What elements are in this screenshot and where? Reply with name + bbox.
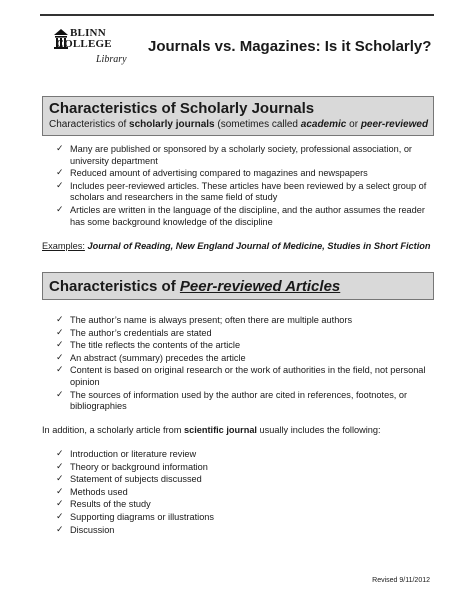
list-item	[56, 328, 436, 340]
checkmark-icon: ✓	[56, 389, 64, 400]
scientific-journal-paragraph	[42, 425, 381, 435]
list-item-text: Content is based on original research or the work of authorities in the field, not personal opinion	[70, 365, 426, 387]
subtitle-text: (sometimes called	[214, 119, 301, 130]
article-components-list	[56, 449, 436, 537]
list-item	[56, 205, 436, 228]
checkmark-icon: ✓	[56, 524, 64, 535]
scholarly-journals-heading-box	[42, 96, 434, 136]
examples-label: Examples:	[42, 241, 85, 251]
list-item-text: Results of the study	[70, 499, 151, 510]
subtitle-bold: scholarly journals	[129, 119, 215, 130]
list-item-text: An abstract (summary) precedes the article	[70, 352, 246, 363]
list-item	[56, 512, 436, 524]
subtitle-text: Characteristics of	[49, 119, 130, 130]
checkmark-icon: ✓	[56, 499, 64, 510]
list-item-text: The author’s credentials are stated	[70, 327, 212, 338]
top-rule	[40, 14, 434, 16]
list-item-text: Reduced amount of advertising compared to magazines and newspapers	[70, 168, 368, 179]
examples-line	[42, 241, 431, 251]
list-item-text: The sources of information used by the author are cited in references, footnotes, or bibliographies	[70, 389, 408, 412]
paragraph-text: usually includes the following:	[256, 425, 381, 435]
page-title: Journals vs. Magazines: Is it Scholarly?	[148, 38, 432, 55]
checkmark-icon: ✓	[56, 474, 64, 485]
page-header	[52, 26, 432, 76]
checkmark-icon: ✓	[56, 486, 64, 497]
list-item-text: Introduction or literature review	[70, 449, 197, 459]
paragraph-bold: scientific journal	[183, 425, 257, 435]
list-item	[56, 353, 436, 365]
logo-text-blinn: BLINN	[70, 27, 106, 39]
list-item	[56, 487, 436, 499]
list-item	[56, 499, 436, 511]
list-item	[56, 315, 436, 327]
list-item-text: The title reflects the contents of the article	[70, 340, 241, 351]
checkmark-icon: ✓	[56, 327, 64, 338]
list-item-text: Statement of subjects discussed	[70, 474, 202, 485]
revised-date: Revised 9/11/2012	[372, 577, 430, 584]
list-item	[56, 390, 436, 413]
logo-text-college: COLLEGE	[56, 38, 112, 50]
subtitle-italic-academic: academic	[300, 119, 347, 130]
checkmark-icon: ✓	[56, 365, 64, 376]
list-item-text: Methods used	[70, 486, 128, 497]
list-item	[56, 474, 436, 486]
list-item-text: Many are published or sponsored by a scholarly society, professional association, or university department	[70, 144, 412, 166]
list-item	[56, 449, 436, 461]
scholarly-journals-list	[56, 144, 436, 229]
subtitle-text: or	[346, 119, 361, 130]
title-emphasis: Peer-reviewed Articles	[179, 278, 341, 295]
checkmark-icon: ✓	[56, 511, 64, 522]
list-item	[56, 525, 436, 537]
checkmark-icon: ✓	[56, 449, 64, 459]
list-item	[56, 462, 436, 474]
subtitle-italic-peer-reviewed: peer-reviewed	[360, 119, 429, 130]
blinn-college-library-logo	[52, 26, 132, 72]
section-title-scholarly-journals: Characteristics of Scholarly Journals	[49, 100, 315, 117]
list-item	[56, 168, 436, 180]
checkmark-icon: ✓	[56, 144, 64, 154]
list-item	[56, 365, 436, 388]
list-item-text: Supporting diagrams or illustrations	[70, 511, 215, 522]
checkmark-icon: ✓	[56, 461, 64, 472]
checkmark-icon: ✓	[56, 340, 64, 351]
logo-text-library: Library	[96, 54, 127, 65]
checkmark-icon: ✓	[56, 180, 64, 191]
list-item	[56, 181, 436, 204]
list-item-text: Articles are written in the language of the discipline, and the author assumes the reader has some background knowledge of the discipline	[70, 204, 425, 227]
paragraph-text: In addition, a scholarly article from	[42, 425, 184, 435]
checkmark-icon: ✓	[56, 352, 64, 363]
checkmark-icon: ✓	[56, 204, 64, 215]
title-prefix: Characteristics of	[49, 278, 180, 295]
list-item-text: Includes peer-reviewed articles. These articles have been reviewed by a select group of scholars and researchers in the same field of study	[70, 180, 427, 203]
list-item-text: Discussion	[70, 524, 115, 535]
peer-reviewed-heading-box	[42, 272, 434, 300]
peer-reviewed-list	[56, 315, 436, 414]
examples-titles: Journal of Reading, New England Journal of Medicine, Studies in Short Fiction	[87, 241, 431, 251]
section-subtitle	[49, 118, 427, 131]
checkmark-icon: ✓	[56, 168, 64, 179]
list-item-text: Theory or background information	[70, 461, 208, 472]
list-item-text: The author’s name is always present; often there are multiple authors	[70, 315, 353, 325]
section-title-peer-reviewed	[49, 276, 427, 297]
list-item	[56, 144, 436, 167]
list-item	[56, 340, 436, 352]
checkmark-icon: ✓	[56, 315, 64, 325]
